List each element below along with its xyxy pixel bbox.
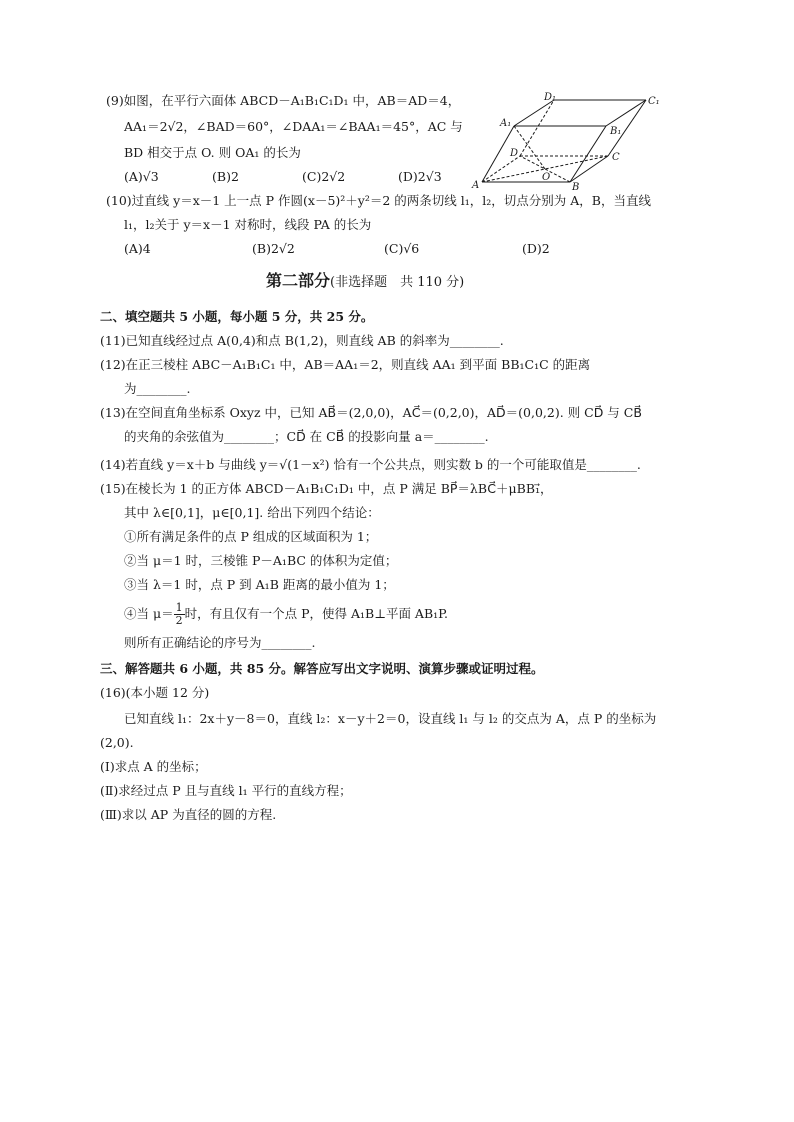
q10-line-1: (10)过直线 y＝x－1 上一点 P 作圆(x－5)²＋y²＝2 的两条切线 l₁，l₂，切点分别为 A，B，当直线 (106, 193, 651, 208)
q10-choice-c: (C)√6 (384, 241, 420, 256)
fig-label-c1: C₁ (648, 96, 660, 107)
q16-line-2: (2,0). (100, 735, 134, 750)
q16-heading: (16)(本小题 12 分) (100, 685, 210, 700)
q15-s4-prefix: ④当 μ＝ (124, 606, 174, 621)
fig-label-a: A (472, 180, 480, 190)
q12-line-1: (12)在正三棱柱 ABC－A₁B₁C₁ 中，AB＝AA₁＝2，则直线 AA₁ 到平面 BB₁C₁C 的距离 (100, 357, 591, 372)
q9-choice-b: (B)2 (212, 169, 239, 184)
q15-statement-1: ①所有满足条件的点 P 组成的区域面积为 1； (124, 529, 378, 544)
q9-choice-a: (A)√3 (124, 169, 159, 184)
q15-s4-numerator: 1 (175, 601, 183, 614)
q15-line-1: (15)在棱长为 1 的正方体 ABCD－A₁B₁C₁D₁ 中，点 P 满足 BP⃗＝λBC⃗＋μBB₁⃗， (100, 481, 553, 496)
fig-label-d: D (510, 148, 519, 159)
q15-statement-3: ③当 λ＝1 时，点 P 到 A₁B 距离的最小值为 1； (124, 577, 395, 592)
q12-line-2: 为________. (124, 381, 191, 396)
q15-statement-4 (124, 602, 448, 627)
fig-label-b1: B₁ (610, 126, 622, 137)
q15-conclusion: 则所有正确结论的序号为________. (124, 635, 316, 650)
q9-line-3: BD 相交于点 O. 则 OA₁ 的长为 (124, 145, 301, 160)
fig-label-b: B (572, 182, 580, 190)
q15-line-2: 其中 λ∈[0,1]，μ∈[0,1]. 给出下列四个结论： (124, 505, 380, 520)
section3-title: 三、解答题共 6 小题，共 85 分。解答应写出文字说明、演算步骤或证明过程。 (100, 661, 544, 676)
q10-line-2: l₁，l₂关于 y＝x－1 对称时，线段 PA 的长为 (124, 217, 372, 232)
part2-title: 第二部分 (266, 271, 331, 290)
q15-s4-denominator: 2 (175, 614, 183, 627)
fig-label-o: O (542, 172, 551, 183)
part2-heading (266, 272, 464, 292)
q15-s4-fraction (174, 602, 185, 627)
q9-line-1: (9)如图，在平行六面体 ABCD－A₁B₁C₁D₁ 中，AB＝AD＝4， (106, 93, 461, 108)
q13-line-1: (13)在空间直角坐标系 Oxyz 中，已知 AB⃗＝(2,0,0)，AC⃗＝(0,2,0)，AD⃗＝(0,0,2). 则 CD⃗ 与 CB⃗ (100, 405, 642, 420)
q9-line-2: AA₁＝2√2，∠BAD＝60°，∠DAA₁＝∠BAA₁＝45°，AC 与 (124, 119, 463, 134)
q16-part-2: (Ⅱ)求经过点 P 且与直线 l₁ 平行的直线方程； (100, 783, 352, 798)
q16-part-1: (Ⅰ)求点 A 的坐标； (100, 759, 207, 774)
q14-text: (14)若直线 y＝x＋b 与曲线 y＝√(1－x²) 恰有一个公共点，则实数 b 的一个可能取值是________. (100, 457, 641, 472)
q15-s4-suffix: 时，有且仅有一个点 P，使得 A₁B⊥平面 AB₁P. (184, 606, 448, 621)
q13-line-2: 的夹角的余弦值为________；CD⃗ 在 CB⃗ 的投影向量 a＝________. (124, 429, 489, 444)
q11-text: (11)已知直线经过点 A(0,4)和点 B(1,2)，则直线 AB 的斜率为________. (100, 333, 504, 348)
q10-choice-b: (B)2√2 (252, 241, 295, 256)
q10-choice-a: (A)4 (124, 241, 151, 256)
fig-label-c: C (612, 152, 620, 163)
fig-label-a1: A₁ (500, 118, 512, 129)
q16-line-1: 已知直线 l₁：2x＋y－8＝0，直线 l₂：x－y＋2＝0，设直线 l₁ 与 l₂ 的交点为 A，点 P 的坐标为 (124, 711, 657, 726)
part2-subtitle: (非选择题 共 110 分) (330, 275, 465, 290)
q15-statement-2: ②当 μ＝1 时，三棱锥 P－A₁BC 的体积为定值； (124, 553, 398, 568)
q9-choice-c: (C)2√2 (302, 169, 346, 184)
section2-title: 二、填空题共 5 小题，每小题 5 分，共 25 分。 (100, 309, 374, 324)
q9-choice-d: (D)2√3 (398, 169, 442, 184)
parallelepiped-figure (470, 90, 670, 190)
q16-part-3: (Ⅲ)求以 AP 为直径的圆的方程. (100, 807, 277, 822)
fig-label-d1: D₁ (544, 92, 557, 103)
q10-choice-d: (D)2 (522, 241, 550, 256)
